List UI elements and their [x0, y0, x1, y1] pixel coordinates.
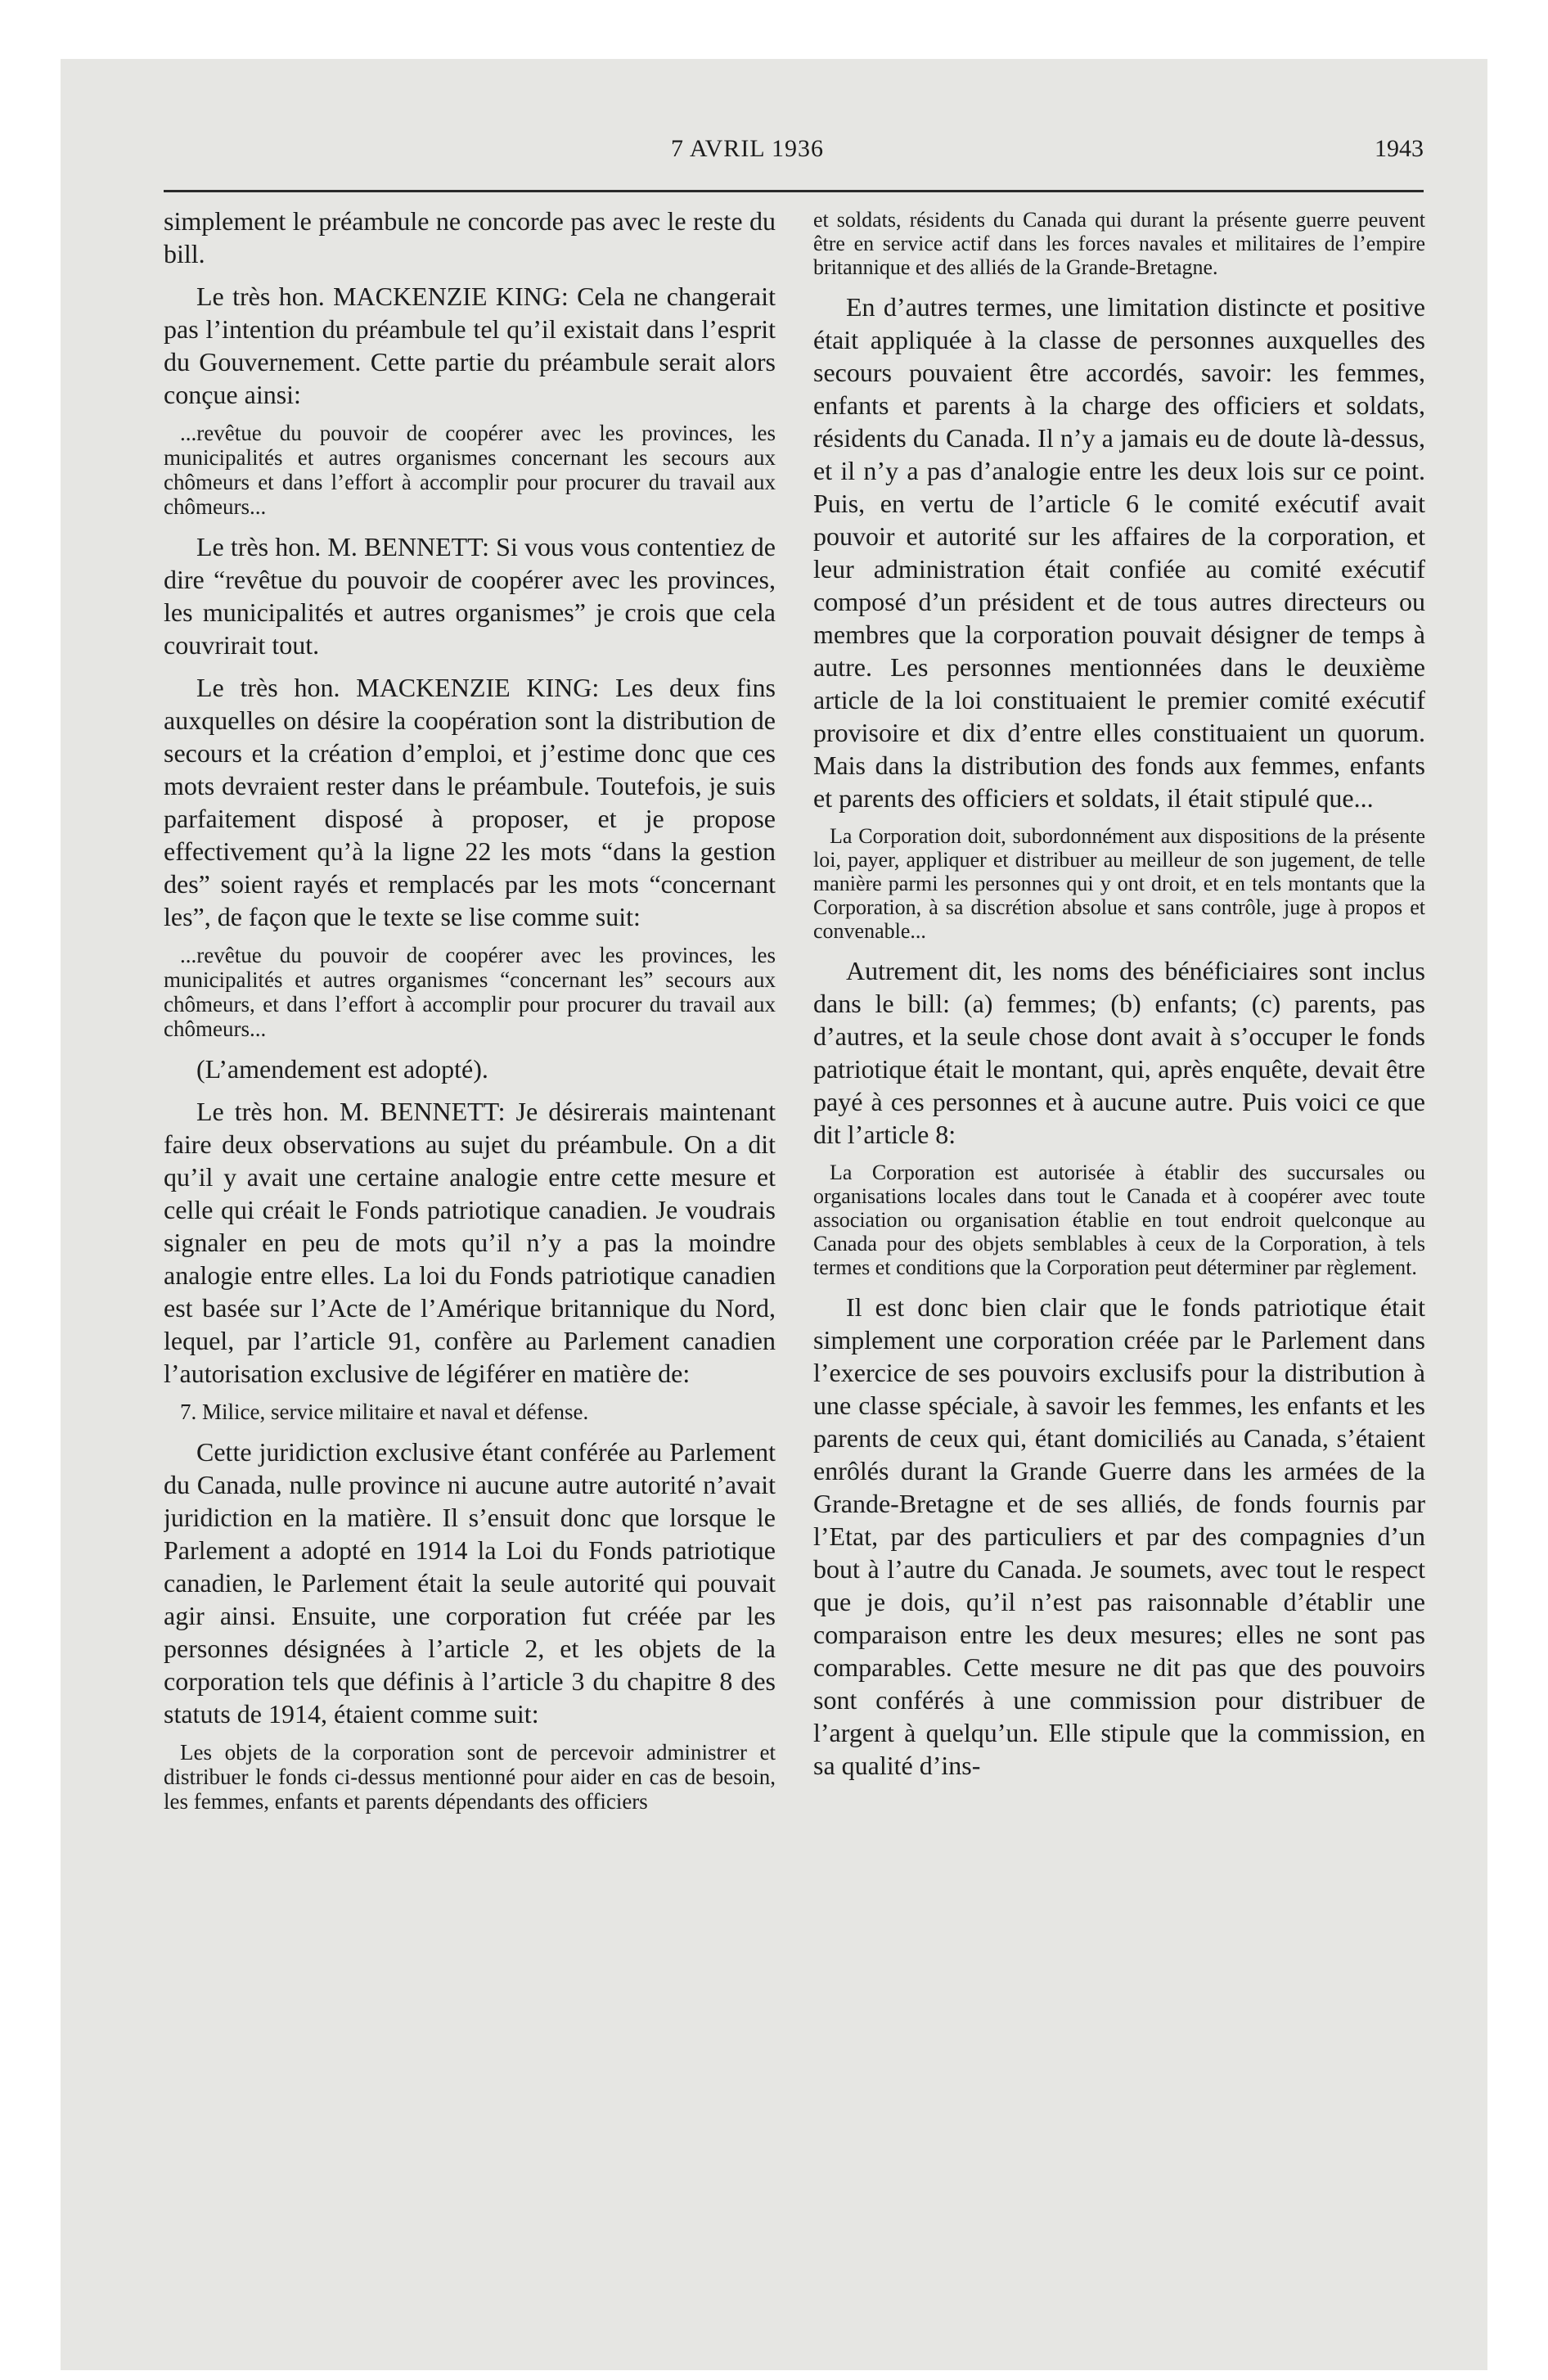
- quotation: et soldats, résidents du Canada qui durant la présente guerre peuvent être en service actif dans les forces navales et militaires de l’empire britannique et des alliés de la Grande-Bretagne.: [813, 208, 1425, 279]
- quotation: Les objets de la corporation sont de percevoir administrer et distribuer le fonds ci-dessus mentionné pour aider en cas de besoin, les femmes, enfants et parents dépendants des officiers: [164, 1740, 776, 1814]
- quotation: ...revêtue du pouvoir de coopérer avec les provinces, les municipalités et autres organismes concernant les secours aux chômeurs et dans l’effort à accomplir pour procurer du travail aux chômeurs...: [164, 421, 776, 519]
- quotation: La Corporation est autorisée à établir des succursales ou organisations locales dans tout le Canada et à coopérer avec toute association ou organisation établie en tout endroit quelconque au Canada pour des objets semblables à ceux de la Corporation, à tels termes et conditions que la Corporation peut déterminer par règlement.: [813, 1161, 1425, 1279]
- paragraph: Cette juridiction exclusive étant conférée au Parlement du Canada, nulle province ni aucune autre autorité n’avait juridiction en la matière. Il s’ensuit donc que lorsque le Parlement a adopté en 1914 la Loi du Fonds patriotique canadien, le Parlement était la seule autorité qui pouvait agir ainsi. Ensuite, une corporation fut créée par les personnes désignées à l’article 2, et les objets de la corporation tels que définis à l’article 3 du chapitre 8 des statuts de 1914, étaient comme suit:: [164, 1437, 776, 1729]
- paragraph: Le très hon. M. BENNETT: Si vous vous contentiez de dire “revêtue du pouvoir de coopérer avec les provinces, les municipalités et autres organismes” je crois que cela couvrirait tout.: [164, 532, 776, 660]
- quotation: 7. Milice, service militaire et naval et défense.: [180, 1400, 589, 1424]
- paragraph: Autrement dit, les noms des bénéficiaires sont inclus dans le bill: (a) femmes; (b) enfants; (c) parents, pas d’autres, et la seule chose dont avait à s’occuper le fonds patriotique était le montant, qui, après enquête, devait être payé à ces personnes et à aucune autre. Puis voici ce que dit l’article 8:: [813, 956, 1425, 1149]
- page-header: [164, 135, 1424, 168]
- header-rule: [164, 190, 1424, 192]
- quotation: ...revêtue du pouvoir de coopérer avec les provinces, les municipalités et autres organismes “concernant les” secours aux chômeurs, et dans l’effort à accomplir pour procurer du travail aux chômeurs...: [164, 943, 776, 1041]
- paragraph: En d’autres termes, une limitation distincte et positive était appliquée à la classe de personnes auxquelles des secours pouvaient être accordés, savoir: les femmes, enfants et parents à la charge des officiers et soldats, résidents du Canada. Il n’y a jamais eu de doute là-dessus, et il n’y a pas d’analogie entre les deux lois sur ce point. Puis, en vertu de l’article 6 le comité exécutif avait pouvoir et autorité sur les affaires de la corporation, et leur administration était confiée au comité exécutif composé d’un président et de tous autres directeurs ou membres que la corporation pouvait désigner de temps à autre. Les personnes mentionnées dans le deuxième article de la loi constituaient le premier comité exécutif provisoire et dix d’entre elles constituaient un quorum. Mais dans la distribution des fonds aux femmes, enfants et parents des officiers et soldats, il était stipulé que...: [813, 292, 1425, 813]
- paragraph: simplement le préambule ne concorde pas avec le reste du bill.: [164, 206, 776, 268]
- left-column: [164, 205, 776, 2283]
- page-date: 7 AVRIL 1936: [671, 135, 825, 162]
- page-number: 1943: [1375, 135, 1424, 162]
- paragraph: Il est donc bien clair que le fonds patriotique était simplement une corporation créée par le Parlement dans l’exercice de ses pouvoirs exclusifs pour la distribution à une classe spéciale, à savoir les femmes, les enfants et les parents de ceux qui, étant domiciliés au Canada, s’étaient enrôlés durant la Grande Guerre dans les armées de la Grande-Bretagne et de ses alliés, de fonds fournis par l’Etat, par des particuliers et par des compagnies d’un bout à l’autre du Canada. Je soumets, avec tout le respect que je dois, qu’il n’est pas raisonnable d’établir une comparaison entre les deux mesures; elles ne sont pas comparables. Cette mesure ne dit pas que des pouvoirs sont conférés à une commission pour distribuer de l’argent à quelqu’un. Elle stipule que la commission, en sa qualité d’ins-: [813, 1292, 1425, 1780]
- paragraph: Le très hon. M. BENNETT: Je désirerais maintenant faire deux observations au sujet du préambule. On a dit qu’il y avait une certaine analogie entre cette mesure et celle qui créait le Fonds patriotique canadien. Je voudrais signaler en peu de mots qu’il n’y a pas la moindre analogie entre elles. La loi du Fonds patriotique canadien est basée sur l’Acte de l’Amérique britannique du Nord, lequel, par l’article 91, confère au Parlement canadien l’autorisation exclusive de légiférer en matière de:: [164, 1097, 776, 1388]
- right-column: [813, 205, 1425, 2283]
- paragraph: (L’amendement est adopté).: [196, 1054, 488, 1084]
- paragraph: Le très hon. MACKENZIE KING: Cela ne changerait pas l’intention du préambule tel qu’il existait dans l’esprit du Gouvernement. Cette partie du préambule serait alors conçue ainsi:: [164, 282, 776, 409]
- paragraph: Le très hon. MACKENZIE KING: Les deux fins auxquelles on désire la coopération sont la distribution de secours et la création d’emploi, et j’estime donc que ces mots devraient rester dans le préambule. Toutefois, je suis parfaitement disposé à proposer, et je propose effectivement qu’à la ligne 22 les mots “dans la gestion des” soient rayés et remplacés par les mots “concernant les”, de façon que le texte se lise comme suit:: [164, 673, 776, 931]
- quotation: La Corporation doit, subordonnément aux dispositions de la présente loi, payer, appliquer et distribuer au meilleur de son jugement, de telle manière parmi les personnes qui y ont droit, et en tels montants que la Corporation, à sa discrétion absolue et sans contrôle, juge à propos et convenable...: [813, 824, 1425, 943]
